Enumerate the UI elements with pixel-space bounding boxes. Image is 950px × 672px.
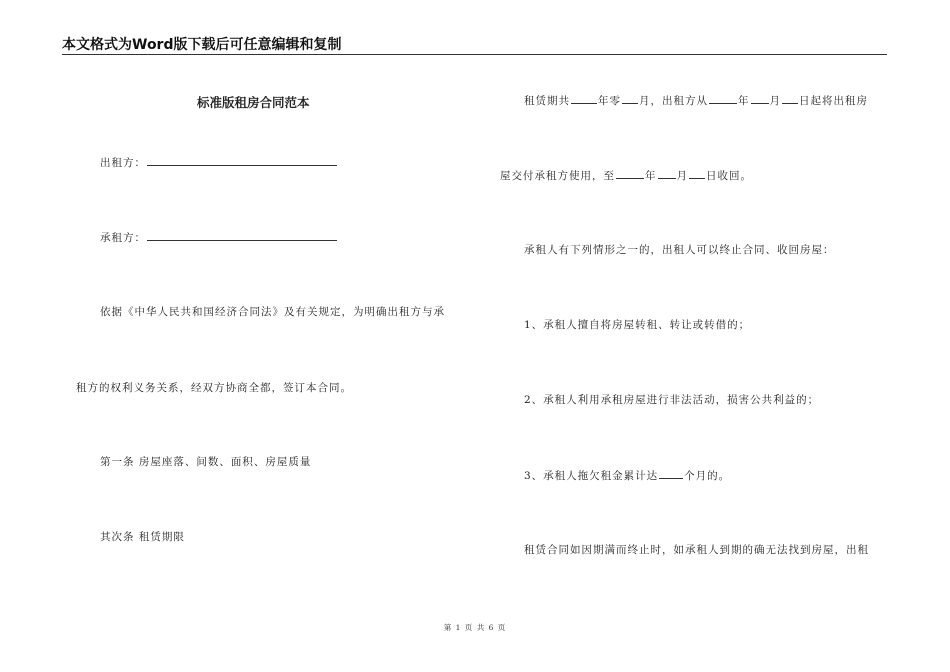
lessee-blank xyxy=(147,230,337,241)
lessor-label: 出租方： xyxy=(100,157,146,169)
term-text-e: 月 xyxy=(769,95,781,107)
end-month-blank xyxy=(658,168,676,179)
termination-intro: 承租人有下列情形之一的，出租人可以终止合同、收回房屋： xyxy=(524,244,835,256)
termination-item-2: 2、承租人利用承租房屋进行非法活动，损害公共利益的； xyxy=(524,394,820,406)
lessor-blank xyxy=(147,155,337,166)
page-header xyxy=(62,34,887,55)
term2-text-b: 年 xyxy=(645,170,657,182)
document-title: 标准版租房合同范本 xyxy=(197,95,310,110)
term-text-a: 租赁期共 xyxy=(524,95,570,107)
termination-item-1: 1、承租人擅自将房屋转租、转让或转借的； xyxy=(524,319,751,331)
lessee-label: 承租方： xyxy=(100,232,146,244)
term-line2 xyxy=(500,168,752,183)
term-line1 xyxy=(524,93,868,108)
term-text-b: 年零 xyxy=(598,95,621,107)
article-two-heading: 其次条 租赁期限 xyxy=(100,531,185,543)
termination-item-3 xyxy=(524,468,730,483)
term-text-d: 年 xyxy=(738,95,750,107)
end-year-blank xyxy=(616,168,644,179)
paragraph-basis-line2: 租方的权利义务关系，经双方协商全都，签订本合同。 xyxy=(76,382,352,394)
term-text-f: 日起将出租房 xyxy=(799,95,868,107)
item3-text-a: 3、承租人拖欠租金累计达 xyxy=(524,470,659,482)
term-text-c: 月，出租方从 xyxy=(639,95,708,107)
lessee-line xyxy=(100,230,338,245)
start-day-blank xyxy=(782,93,798,104)
item3-text-b: 个月的。 xyxy=(684,470,731,482)
lessor-line xyxy=(100,155,338,170)
header-notice: 本文格式为Word版下载后可任意编辑和复制 xyxy=(62,37,342,53)
arrears-months-blank xyxy=(659,468,683,479)
term-years-blank xyxy=(571,93,597,104)
start-month-blank xyxy=(751,93,769,104)
term2-text-d: 日收回。 xyxy=(706,170,752,182)
page-number: 第 1 页 共 6 页 xyxy=(443,623,507,632)
end-day-blank xyxy=(689,168,705,179)
paragraph-basis-line1: 依据《中华人民共和国经济合同法》及有关规定，为明确出租方与承 xyxy=(100,306,445,318)
start-year-blank xyxy=(709,93,737,104)
term2-text-a: 屋交付承租方使用，至 xyxy=(500,170,615,182)
term-months-blank xyxy=(622,93,638,104)
article-one-heading: 第一条 房屋座落、间数、面积、房屋质量 xyxy=(100,456,312,468)
term2-text-c: 月 xyxy=(676,170,688,182)
expiry-paragraph: 租赁合同如因期满而终止时，如承租人到期的确无法找到房屋，出租 xyxy=(524,544,869,556)
